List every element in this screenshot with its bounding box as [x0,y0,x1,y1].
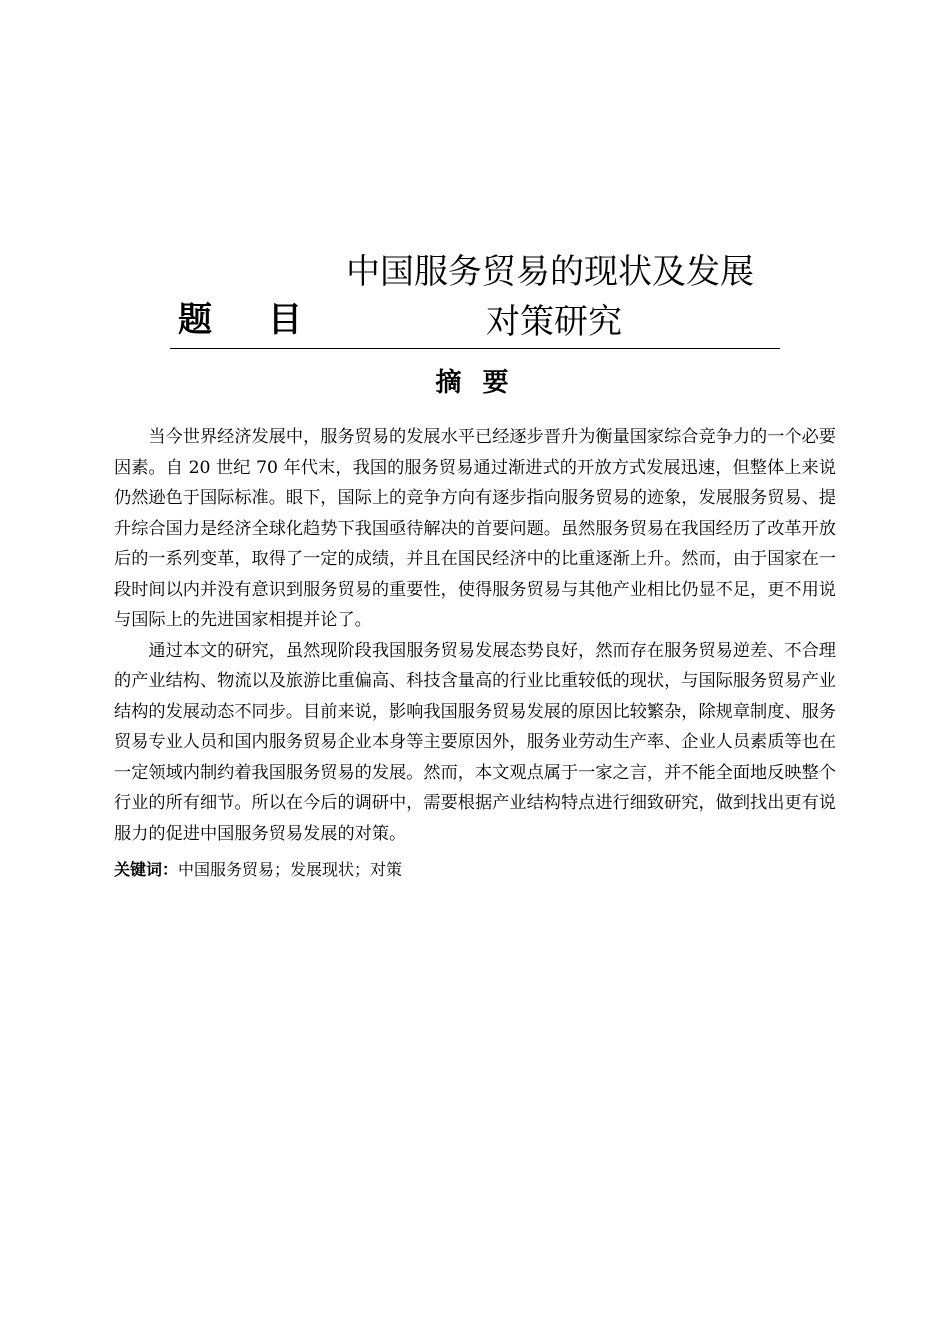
title-label-char-1: 题 [178,300,212,340]
keywords-value: 中国服务贸易；发展现状；对策 [178,860,403,879]
abstract-paragraph-1: 当今世界经济发展中，服务贸易的发展水平已经逐步晋升为衡量国家综合竞争力的一个必要因素。自 20 世纪 70 年代末，我国的服务贸易通过渐进式的开放方式发展迅速，但整体上来说仍然逊色于国际标准。眼下，国际上的竞争方向有逐步指向服务贸易的迹象，发展服务贸易、提升综合国力是经济全球化趋势下我国亟待解决的首要问题。虽然服务贸易在我国经历了改革开放后的一系列变革，取得了一定的成绩，并且在国民经济中的比重逐渐上升。然而，由于国家在一段时间以内并没有意识到服务贸易的重要性，使得服务贸易与其他产业相比仍显不足，更不用说与国际上的先进国家相提并论了。 [114,427,836,630]
keywords-line [114,856,836,884]
keywords-label: 关键词： [114,860,179,879]
abstract-paragraph-2: 通过本文的研究，虽然现阶段我国服务贸易发展态势良好，然而存在服务贸易逆差、不合理的产业结构、物流以及旅游比重偏高、科技含量高的行业比重较低的现状，与国际服务贸易产业结构的发展动态不同步。目前来说，影响我国服务贸易发展的原因比较繁杂，除规章制度、服务贸易专业人员和国内服务贸易企业本身等主要原因外，服务业劳动生产率、企业人员素质等也在一定领域内制约着我国服务贸易的发展。然而，本文观点属于一家之言，并不能全面地反映整个行业的所有细节。所以在今后的调研中，需要根据产业结构特点进行细致研究，做到找出更有说服力的促进中国服务贸易发展的对策。 [114,640,836,844]
title-label [178,300,302,340]
title-line-1: 中国服务贸易的现状及发展 [346,252,754,292]
abstract-body [114,422,836,849]
title-label-char-2: 目 [268,300,302,340]
abstract-heading: 摘 要 [435,368,515,398]
title-block [170,250,780,349]
title-line-2: 对策研究 [486,302,622,342]
